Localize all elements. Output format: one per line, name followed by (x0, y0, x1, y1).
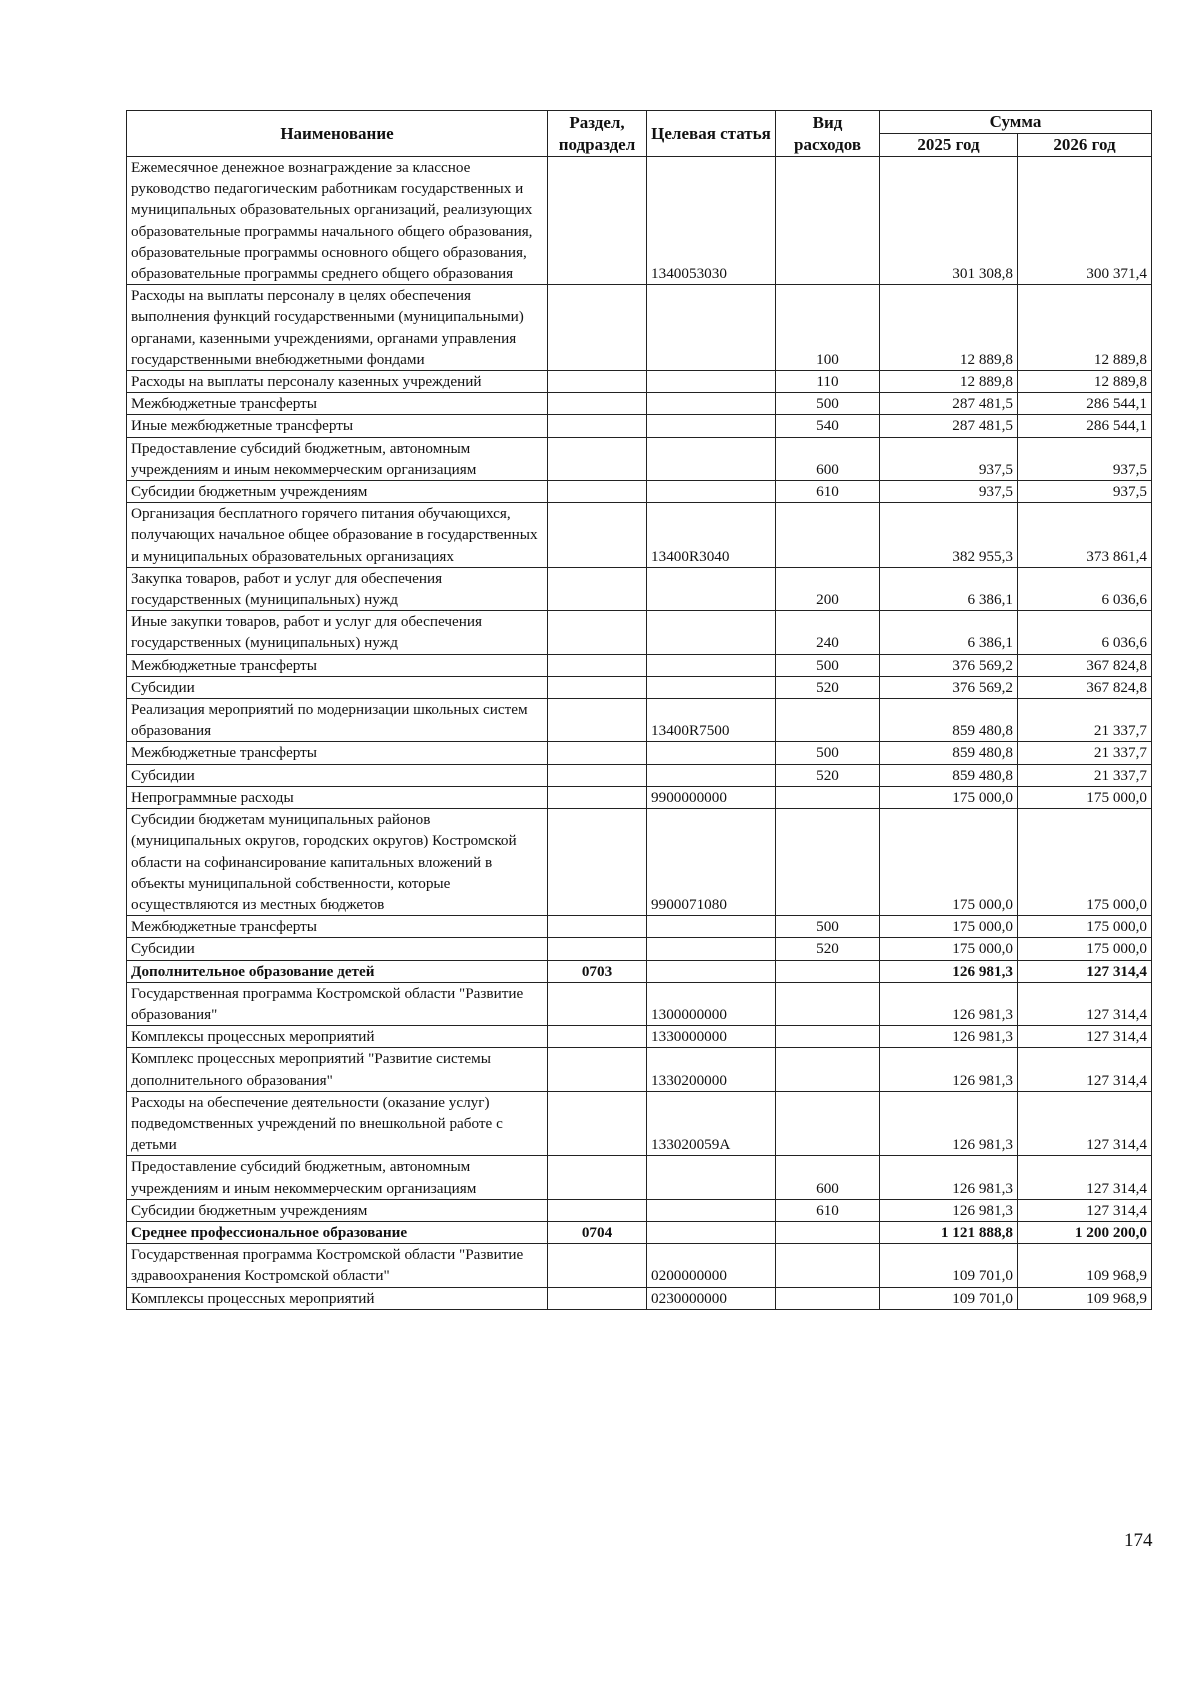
row-sum-2026: 21 337,7 (1018, 764, 1152, 786)
row-section (548, 1199, 647, 1221)
row-sum-2025: 859 480,8 (880, 764, 1018, 786)
row-expense-type (776, 786, 880, 808)
row-name: Иные межбюджетные трансферты (127, 415, 548, 437)
row-expense-type: 520 (776, 938, 880, 960)
row-article (647, 611, 776, 654)
row-name: Комплекс процессных мероприятий "Развитие системы дополнительного образования" (127, 1048, 548, 1091)
row-section (548, 786, 647, 808)
row-sum-2025: 175 000,0 (880, 786, 1018, 808)
row-expense-type: 200 (776, 567, 880, 610)
table-row (127, 393, 1152, 415)
row-section (548, 982, 647, 1025)
table-row (127, 982, 1152, 1025)
row-expense-type: 240 (776, 611, 880, 654)
row-sum-2025: 1 121 888,8 (880, 1221, 1018, 1243)
row-article: 13400R3040 (647, 503, 776, 568)
row-section (548, 676, 647, 698)
row-name: Ежемесячное денежное вознаграждение за классное руководство педагогическим работникам государственных и муниципальных образовательных организаций, реализующих образовательные программы начального общего образования, образовательные программы основного общего образования, образовательные программы среднего общего образования (127, 157, 548, 285)
row-expense-type: 110 (776, 371, 880, 393)
row-name: Государственная программа Костромской области "Развитие образования" (127, 982, 548, 1025)
table-row (127, 481, 1152, 503)
row-expense-type: 500 (776, 654, 880, 676)
row-expense-type (776, 1287, 880, 1309)
row-section: 0704 (548, 1221, 647, 1243)
row-article (647, 742, 776, 764)
row-sum-2026: 937,5 (1018, 481, 1152, 503)
table-row (127, 938, 1152, 960)
table-row (127, 371, 1152, 393)
row-section (548, 1091, 647, 1156)
row-sum-2026: 127 314,4 (1018, 1091, 1152, 1156)
row-expense-type (776, 982, 880, 1025)
table-row (127, 654, 1152, 676)
row-section (548, 1156, 647, 1199)
row-article: 1330000000 (647, 1026, 776, 1048)
row-article: 1330200000 (647, 1048, 776, 1091)
row-name: Расходы на обеспечение деятельности (оказание услуг) подведомственных учреждений по внешкольной работе с детьми (127, 1091, 548, 1156)
row-name: Комплексы процессных мероприятий (127, 1026, 548, 1048)
row-expense-type (776, 503, 880, 568)
row-article (647, 481, 776, 503)
row-name: Межбюджетные трансферты (127, 654, 548, 676)
row-sum-2026: 1 200 200,0 (1018, 1221, 1152, 1243)
row-sum-2026: 127 314,4 (1018, 982, 1152, 1025)
budget-table (126, 110, 1152, 1310)
row-name: Субсидии бюджетным учреждениям (127, 481, 548, 503)
row-expense-type: 610 (776, 1199, 880, 1221)
header-name: Наименование (127, 111, 548, 157)
row-sum-2025: 937,5 (880, 437, 1018, 480)
row-name: Непрограммные расходы (127, 786, 548, 808)
table-body (127, 157, 1152, 1310)
row-sum-2025: 12 889,8 (880, 285, 1018, 371)
row-sum-2025: 937,5 (880, 481, 1018, 503)
table-row (127, 1156, 1152, 1199)
row-sum-2025: 287 481,5 (880, 415, 1018, 437)
table-row (127, 764, 1152, 786)
table-row (127, 742, 1152, 764)
row-sum-2026: 300 371,4 (1018, 157, 1152, 285)
row-section (548, 699, 647, 742)
row-sum-2026: 127 314,4 (1018, 960, 1152, 982)
row-article (647, 567, 776, 610)
row-sum-2025: 126 981,3 (880, 1199, 1018, 1221)
row-sum-2025: 109 701,0 (880, 1287, 1018, 1309)
row-name: Субсидии (127, 938, 548, 960)
row-expense-type: 540 (776, 415, 880, 437)
table-row (127, 960, 1152, 982)
row-sum-2026: 937,5 (1018, 437, 1152, 480)
row-section (548, 938, 647, 960)
row-article: 1300000000 (647, 982, 776, 1025)
row-article (647, 764, 776, 786)
row-section (548, 415, 647, 437)
row-sum-2025: 126 981,3 (880, 982, 1018, 1025)
row-article (647, 1156, 776, 1199)
row-section (548, 393, 647, 415)
row-expense-type: 610 (776, 481, 880, 503)
row-name: Субсидии бюджетным учреждениям (127, 1199, 548, 1221)
row-sum-2026: 373 861,4 (1018, 503, 1152, 568)
row-sum-2026: 127 314,4 (1018, 1156, 1152, 1199)
row-name: Организация бесплатного горячего питания обучающихся, получающих начальное общее образование в государственных и муниципальных образовательных организациях (127, 503, 548, 568)
table-row (127, 1244, 1152, 1287)
row-sum-2025: 126 981,3 (880, 1048, 1018, 1091)
row-section (548, 611, 647, 654)
row-sum-2025: 175 000,0 (880, 938, 1018, 960)
row-sum-2025: 126 981,3 (880, 960, 1018, 982)
row-sum-2026: 109 968,9 (1018, 1244, 1152, 1287)
row-name: Межбюджетные трансферты (127, 393, 548, 415)
row-sum-2026: 6 036,6 (1018, 611, 1152, 654)
row-expense-type: 520 (776, 764, 880, 786)
row-article (647, 916, 776, 938)
row-section (548, 285, 647, 371)
page-number: 174 (1124, 1530, 1153, 1551)
table-row (127, 157, 1152, 285)
row-expense-type (776, 809, 880, 916)
table-row (127, 1048, 1152, 1091)
row-section (548, 437, 647, 480)
row-section (548, 1287, 647, 1309)
row-article: 133020059A (647, 1091, 776, 1156)
row-article (647, 1199, 776, 1221)
row-article: 13400R7500 (647, 699, 776, 742)
row-section (548, 1048, 647, 1091)
row-name: Дополнительное образование детей (127, 960, 548, 982)
row-section (548, 1244, 647, 1287)
row-article (647, 393, 776, 415)
row-name: Иные закупки товаров, работ и услуг для обеспечения государственных (муниципальных) нужд (127, 611, 548, 654)
table-row (127, 1199, 1152, 1221)
row-sum-2025: 126 981,3 (880, 1156, 1018, 1199)
row-sum-2025: 175 000,0 (880, 916, 1018, 938)
header-expense-type: Вид расходов (776, 111, 880, 157)
row-expense-type: 100 (776, 285, 880, 371)
row-sum-2026: 367 824,8 (1018, 676, 1152, 698)
row-sum-2026: 21 337,7 (1018, 742, 1152, 764)
row-sum-2025: 6 386,1 (880, 567, 1018, 610)
row-section (548, 809, 647, 916)
row-sum-2026: 127 314,4 (1018, 1199, 1152, 1221)
row-article (647, 1221, 776, 1243)
row-section (548, 742, 647, 764)
row-article: 0230000000 (647, 1287, 776, 1309)
table-row (127, 699, 1152, 742)
row-sum-2025: 859 480,8 (880, 742, 1018, 764)
table-row (127, 285, 1152, 371)
table-row (127, 503, 1152, 568)
row-sum-2026: 12 889,8 (1018, 285, 1152, 371)
row-expense-type: 520 (776, 676, 880, 698)
row-name: Реализация мероприятий по модернизации школьных систем образования (127, 699, 548, 742)
row-article: 0200000000 (647, 1244, 776, 1287)
row-expense-type (776, 1221, 880, 1243)
row-sum-2026: 286 544,1 (1018, 415, 1152, 437)
row-sum-2026: 6 036,6 (1018, 567, 1152, 610)
row-sum-2026: 12 889,8 (1018, 371, 1152, 393)
header-section: Раздел, подраздел (548, 111, 647, 157)
row-article (647, 654, 776, 676)
row-sum-2025: 301 308,8 (880, 157, 1018, 285)
row-expense-type (776, 699, 880, 742)
row-expense-type (776, 1048, 880, 1091)
row-article (647, 938, 776, 960)
row-section (548, 503, 647, 568)
row-section (548, 916, 647, 938)
row-sum-2025: 12 889,8 (880, 371, 1018, 393)
row-expense-type (776, 1026, 880, 1048)
row-name: Субсидии (127, 676, 548, 698)
row-sum-2026: 109 968,9 (1018, 1287, 1152, 1309)
row-name: Субсидии (127, 764, 548, 786)
row-sum-2025: 175 000,0 (880, 809, 1018, 916)
row-name: Субсидии бюджетам муниципальных районов (муниципальных округов, городских округов) Костромской области на софинансирование капитальных вложений в объекты муниципальной собственности, которые осуществляются из местных бюджетов (127, 809, 548, 916)
row-sum-2025: 287 481,5 (880, 393, 1018, 415)
row-section (548, 1026, 647, 1048)
table-row (127, 1287, 1152, 1309)
row-sum-2026: 21 337,7 (1018, 699, 1152, 742)
header-sum: Сумма (880, 111, 1152, 134)
row-name: Предоставление субсидий бюджетным, автономным учреждениям и иным некоммерческим организациям (127, 1156, 548, 1199)
table-row (127, 1221, 1152, 1243)
row-sum-2025: 859 480,8 (880, 699, 1018, 742)
row-name: Комплексы процессных мероприятий (127, 1287, 548, 1309)
row-sum-2026: 175 000,0 (1018, 786, 1152, 808)
row-sum-2025: 376 569,2 (880, 676, 1018, 698)
header-year-2025: 2025 год (880, 134, 1018, 157)
row-sum-2026: 127 314,4 (1018, 1026, 1152, 1048)
table-row (127, 809, 1152, 916)
row-sum-2026: 286 544,1 (1018, 393, 1152, 415)
row-name: Межбюджетные трансферты (127, 916, 548, 938)
row-name: Расходы на выплаты персоналу в целях обеспечения выполнения функций государственными (муниципальными) органами, казенными учреждениями, органами управления государственными внебюджетными фондами (127, 285, 548, 371)
row-expense-type (776, 1244, 880, 1287)
row-sum-2026: 175 000,0 (1018, 938, 1152, 960)
row-section (548, 157, 647, 285)
table-row (127, 916, 1152, 938)
row-section (548, 764, 647, 786)
table-row (127, 786, 1152, 808)
row-expense-type: 600 (776, 1156, 880, 1199)
row-section (548, 567, 647, 610)
row-sum-2025: 109 701,0 (880, 1244, 1018, 1287)
table-row (127, 1026, 1152, 1048)
row-article: 1340053030 (647, 157, 776, 285)
row-sum-2025: 382 955,3 (880, 503, 1018, 568)
row-section: 0703 (548, 960, 647, 982)
row-article (647, 960, 776, 982)
row-sum-2025: 126 981,3 (880, 1026, 1018, 1048)
table-row (127, 1091, 1152, 1156)
row-name: Предоставление субсидий бюджетным, автономным учреждениям и иным некоммерческим организациям (127, 437, 548, 480)
row-section (548, 654, 647, 676)
row-expense-type: 500 (776, 742, 880, 764)
row-expense-type (776, 960, 880, 982)
row-sum-2026: 175 000,0 (1018, 809, 1152, 916)
table-row (127, 437, 1152, 480)
table-row (127, 567, 1152, 610)
row-name: Расходы на выплаты персоналу казенных учреждений (127, 371, 548, 393)
row-sum-2026: 367 824,8 (1018, 654, 1152, 676)
row-name: Среднее профессиональное образование (127, 1221, 548, 1243)
row-expense-type (776, 157, 880, 285)
row-sum-2026: 175 000,0 (1018, 916, 1152, 938)
row-sum-2025: 126 981,3 (880, 1091, 1018, 1156)
table-row (127, 415, 1152, 437)
row-article (647, 285, 776, 371)
row-article: 9900071080 (647, 809, 776, 916)
row-name: Межбюджетные трансферты (127, 742, 548, 764)
header-year-2026: 2026 год (1018, 134, 1152, 157)
row-expense-type: 600 (776, 437, 880, 480)
row-expense-type: 500 (776, 393, 880, 415)
row-sum-2026: 127 314,4 (1018, 1048, 1152, 1091)
row-article (647, 437, 776, 480)
row-name: Государственная программа Костромской области "Развитие здравоохранения Костромской области" (127, 1244, 548, 1287)
row-sum-2025: 376 569,2 (880, 654, 1018, 676)
table-row (127, 611, 1152, 654)
row-article: 9900000000 (647, 786, 776, 808)
row-sum-2025: 6 386,1 (880, 611, 1018, 654)
header-article: Целевая статья (647, 111, 776, 157)
table-row (127, 676, 1152, 698)
row-section (548, 371, 647, 393)
row-article (647, 676, 776, 698)
row-article (647, 371, 776, 393)
row-expense-type (776, 1091, 880, 1156)
row-name: Закупка товаров, работ и услуг для обеспечения государственных (муниципальных) нужд (127, 567, 548, 610)
row-article (647, 415, 776, 437)
row-section (548, 481, 647, 503)
row-expense-type: 500 (776, 916, 880, 938)
